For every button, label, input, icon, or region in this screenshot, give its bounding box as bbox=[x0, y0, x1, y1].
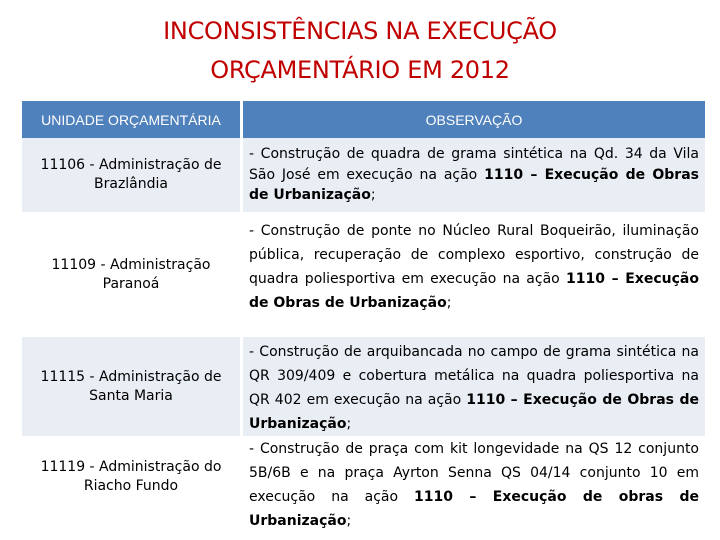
header-observacao: OBSERVAÇÃO bbox=[243, 101, 705, 138]
table-cell-observation: - Construção de ponte no Núcleo Rural Boqueirão, iluminação pública, recuperação de complexo esportivo, construção de quadra poliesportiva em execução na ação 1110 – Execução de Obras de Urbanização; bbox=[243, 213, 705, 336]
table-cell-unit: 11106 - Administração de Brazlândia bbox=[22, 138, 240, 212]
table-cell-unit: 11119 - Administração do Riacho Fundo bbox=[22, 437, 240, 516]
table-cell-unit: 11109 - Administração Paranoá bbox=[22, 213, 240, 336]
table-cell-unit: 11115 - Administração de Santa Maria bbox=[22, 337, 240, 436]
table-cell-observation: - Construção de arquibancada no campo de grama sintética na QR 309/409 e cobertura metálica na quadra poliesportiva na QR 402 em execução na ação 1110 – Execução de Obras de Urbanização; bbox=[243, 337, 705, 436]
title-line-2: ORÇAMENTÁRIO EM 2012 bbox=[210, 56, 510, 84]
page-title bbox=[0, 12, 720, 90]
header-unidade: UNIDADE ORÇAMENTÁRIA bbox=[22, 101, 240, 138]
table-cell-observation: - Construção de quadra de grama sintética na Qd. 34 da Vila São José em execução na ação 1110 – Execução de Obras de Urbanização; bbox=[243, 138, 705, 212]
table-cell-observation: - Construção de praça com kit longevidade na QS 12 conjunto 5B/6B e na praça Ayrton Senna QS 04/14 conjunto 10 em execução na ação 1110 – Execução de obras de Urbanização; bbox=[243, 437, 705, 516]
title-line-1: INCONSISTÊNCIAS NA EXECUÇÃO bbox=[163, 17, 557, 45]
column-divider bbox=[240, 101, 243, 516]
